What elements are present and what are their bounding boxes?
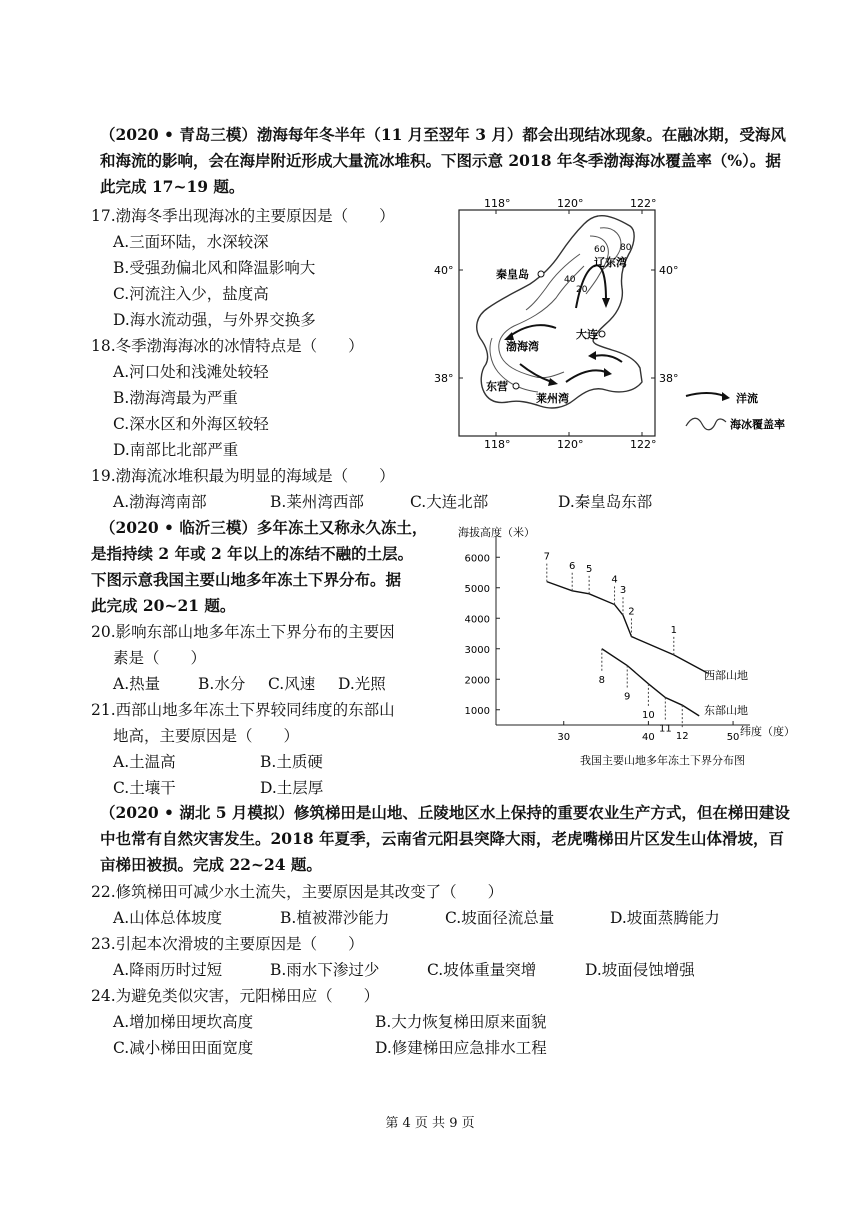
q21-stem-line2: 地高，主要原因是（ ）: [113, 727, 300, 745]
legend-current-label: 洋流: [736, 392, 758, 405]
chart-point-label: 8: [598, 674, 606, 686]
q20-option-b[interactable]: B.水分: [198, 675, 246, 693]
q22-option-d[interactable]: D.坡面蒸腾能力: [610, 909, 720, 927]
section2-intro-line2: 是指持续 2 年或 2 年以上的冻结不融的土层。: [91, 544, 414, 563]
section2-intro-line1: （2020 • 临沂三模）多年冻土又称永久冻土，: [100, 518, 428, 537]
place-liaodong-bay: 辽东湾: [594, 256, 627, 269]
q24-option-d[interactable]: D.修建梯田应急排水工程: [375, 1039, 547, 1057]
q17-option-c[interactable]: C.河流注入少，盐度高: [113, 285, 269, 303]
chart-series-label-west: 西部山地: [704, 669, 748, 682]
map-bottom-tick-120: 120°: [557, 438, 584, 451]
q24-option-c[interactable]: C.减小梯田田面宽度: [113, 1039, 254, 1057]
section3-intro: （2020 • 湖北 5 月模拟）修筑梯田是山地、丘陵地区水上保持的重要农业生产方式，但在梯田建设中也常有自然灾害发生。2018 年夏季，云南省元阳县突降大雨，老虎嘴梯田片区发生山体滑坡，百亩梯田被损。完成 22~24 题。: [100, 803, 790, 874]
q17-option-d[interactable]: D.海水流动强，与外界交换多: [113, 311, 316, 329]
chart-point-label: 6: [569, 560, 576, 572]
chart-title: 我国主要山地多年冻土下界分布图: [580, 754, 745, 767]
chart-point-label: 11: [658, 723, 672, 735]
q19-option-a[interactable]: A.渤海湾南部: [113, 493, 207, 511]
q22-stem: 22.修筑梯田可减少水土流失，主要原因是其改变了（ ）: [91, 883, 504, 901]
q23-stem: 23.引起本次滑坡的主要原因是（ ）: [91, 935, 364, 953]
chart-y-tick-label: 6000: [464, 553, 490, 565]
q18-option-d[interactable]: D.南部比北部严重: [113, 441, 239, 459]
q24-option-a[interactable]: A.增加梯田埂坎高度: [113, 1013, 254, 1031]
chart-y-tick-label: 5000: [464, 583, 490, 595]
contour-label-80: 80: [620, 243, 632, 253]
chart-series-label-east: 东部山地: [704, 704, 748, 717]
q24-stem: 24.为避免类似灾害，元阳梯田应（ ）: [91, 987, 380, 1005]
chart-xlabel: 纬度（度）: [740, 725, 795, 738]
chart-point-label: 3: [619, 585, 627, 597]
q20-option-a[interactable]: A.热量: [113, 675, 161, 693]
bohai-ice-map: [430, 196, 810, 454]
q21-stem-line1: 21.西部山地多年冻土下界较同纬度的东部山: [91, 701, 395, 719]
q21-option-d[interactable]: D.土层厚: [260, 779, 324, 797]
q20-stem-line2: 素是（ ）: [113, 649, 207, 667]
chart-y-tick-label: 1000: [464, 705, 490, 717]
chart-x-tick-label: 50: [726, 732, 740, 743]
q18-option-a[interactable]: A.河口处和浅滩处较轻: [113, 363, 269, 381]
map-lat-tick-38-right: 38°: [659, 372, 679, 385]
contour-label-20: 20: [576, 285, 588, 295]
q23-option-c[interactable]: C.坡体重量突增: [427, 961, 537, 979]
chart-point-label: 10: [642, 709, 655, 721]
place-qinhuangdao: 秦皇岛: [496, 268, 529, 281]
map-top-tick-122: 122°: [630, 197, 657, 210]
q22-option-b[interactable]: B.植被滞沙能力: [280, 909, 390, 927]
q19-option-b[interactable]: B.莱州湾西部: [270, 493, 364, 511]
map-bottom-tick-122: 122°: [630, 438, 657, 451]
q21-option-b[interactable]: B.土质硬: [260, 753, 323, 771]
place-dalian: 大连: [576, 328, 598, 341]
q20-option-d[interactable]: D.光照: [338, 675, 386, 693]
map-top-tick-120: 120°: [557, 197, 584, 210]
legend-coverage-label: 海冰覆盖率: [730, 418, 785, 431]
map-lat-tick-40-right: 40°: [659, 264, 679, 277]
q20-option-c[interactable]: C.风速: [268, 675, 316, 693]
map-lat-tick-38-left: 38°: [434, 372, 454, 385]
chart-series-west-line: [547, 582, 708, 674]
q23-option-a[interactable]: A.降雨历时过短: [113, 961, 223, 979]
q22-option-a[interactable]: A.山体总体坡度: [113, 909, 223, 927]
chart-point-label: 4: [611, 574, 618, 586]
q23-option-b[interactable]: B.雨水下渗过少: [270, 961, 380, 979]
chart-y-tick-label: 3000: [464, 644, 490, 656]
chart-series-east-line: [602, 649, 699, 716]
map-lat-tick-40-left: 40°: [434, 264, 454, 277]
chart-point-label: 7: [543, 551, 550, 563]
q19-stem: 19.渤海流冰堆积最为明显的海域是（ ）: [91, 467, 395, 485]
place-dongying: 东营: [486, 380, 508, 393]
chart-point-label: 2: [628, 606, 635, 618]
place-laizhou-bay: 莱州湾: [536, 392, 569, 405]
section1-intro: （2020 • 青岛三模）渤海每年冬半年（11 月至翌年 3 月）都会出现结冰现象。在融冰期，受海风和海流的影响，会在海岸附近形成大量流冰堆积。下图示意 2018 年冬季渤海海冰覆盖率（%）。据此完成 17~19 题。: [100, 125, 786, 196]
q17-option-a[interactable]: A.三面环陆，水深较深: [113, 233, 269, 251]
q21-option-c[interactable]: C.土壤干: [113, 779, 176, 797]
contour-label-40: 40: [564, 275, 576, 285]
map-top-tick-118: 118°: [484, 197, 511, 210]
chart-point-label: 9: [624, 691, 631, 703]
chart-y-tick-label: 4000: [464, 614, 490, 626]
q17-option-b[interactable]: B.受强劲偏北风和降温影响大: [113, 259, 316, 277]
q19-option-d[interactable]: D.秦皇岛东部: [558, 493, 653, 511]
q19-option-c[interactable]: C.大连北部: [410, 493, 489, 511]
contour-label-60: 60: [594, 245, 606, 255]
chart-point-label: 5: [585, 563, 593, 575]
chart-ylabel: 海拔高度（米）: [458, 526, 535, 539]
q18-stem: 18.冬季渤海海冰的冰情特点是（ ）: [91, 337, 364, 355]
permafrost-chart: [450, 520, 820, 774]
chart-point-label: 1: [670, 624, 677, 636]
legend-coverage-icon: [686, 418, 726, 430]
q23-option-d[interactable]: D.坡面侵蚀增强: [585, 961, 695, 979]
page-footer: 第 4 页 共 9 页: [385, 1116, 475, 1131]
section2-intro-line3: 下图示意我国主要山地多年冻土下界分布。据: [91, 570, 402, 589]
map-bottom-tick-118: 118°: [484, 438, 511, 451]
place-bohai-bay: 渤海湾: [506, 340, 539, 353]
q20-stem-line1: 20.影响东部山地多年冻土下界分布的主要因: [91, 623, 395, 641]
q17-stem: 17.渤海冬季出现海冰的主要原因是（ ）: [91, 207, 395, 225]
chart-x-tick-label: 40: [642, 732, 655, 743]
q24-option-b[interactable]: B.大力恢复梯田原来面貌: [375, 1013, 547, 1031]
q21-option-a[interactable]: A.土温高: [113, 753, 176, 771]
section2-intro-line4: 此完成 20~21 题。: [91, 596, 236, 615]
q22-option-c[interactable]: C.坡面径流总量: [445, 909, 555, 927]
chart-x-tick-label: 30: [557, 732, 571, 743]
legend-current-icon: [686, 393, 724, 396]
chart-y-tick-label: 2000: [464, 675, 490, 687]
chart-point-label: 12: [675, 731, 689, 743]
q18-option-c[interactable]: C.深水区和外海区较轻: [113, 415, 269, 433]
q18-option-b[interactable]: B.渤海湾最为严重: [113, 389, 238, 407]
